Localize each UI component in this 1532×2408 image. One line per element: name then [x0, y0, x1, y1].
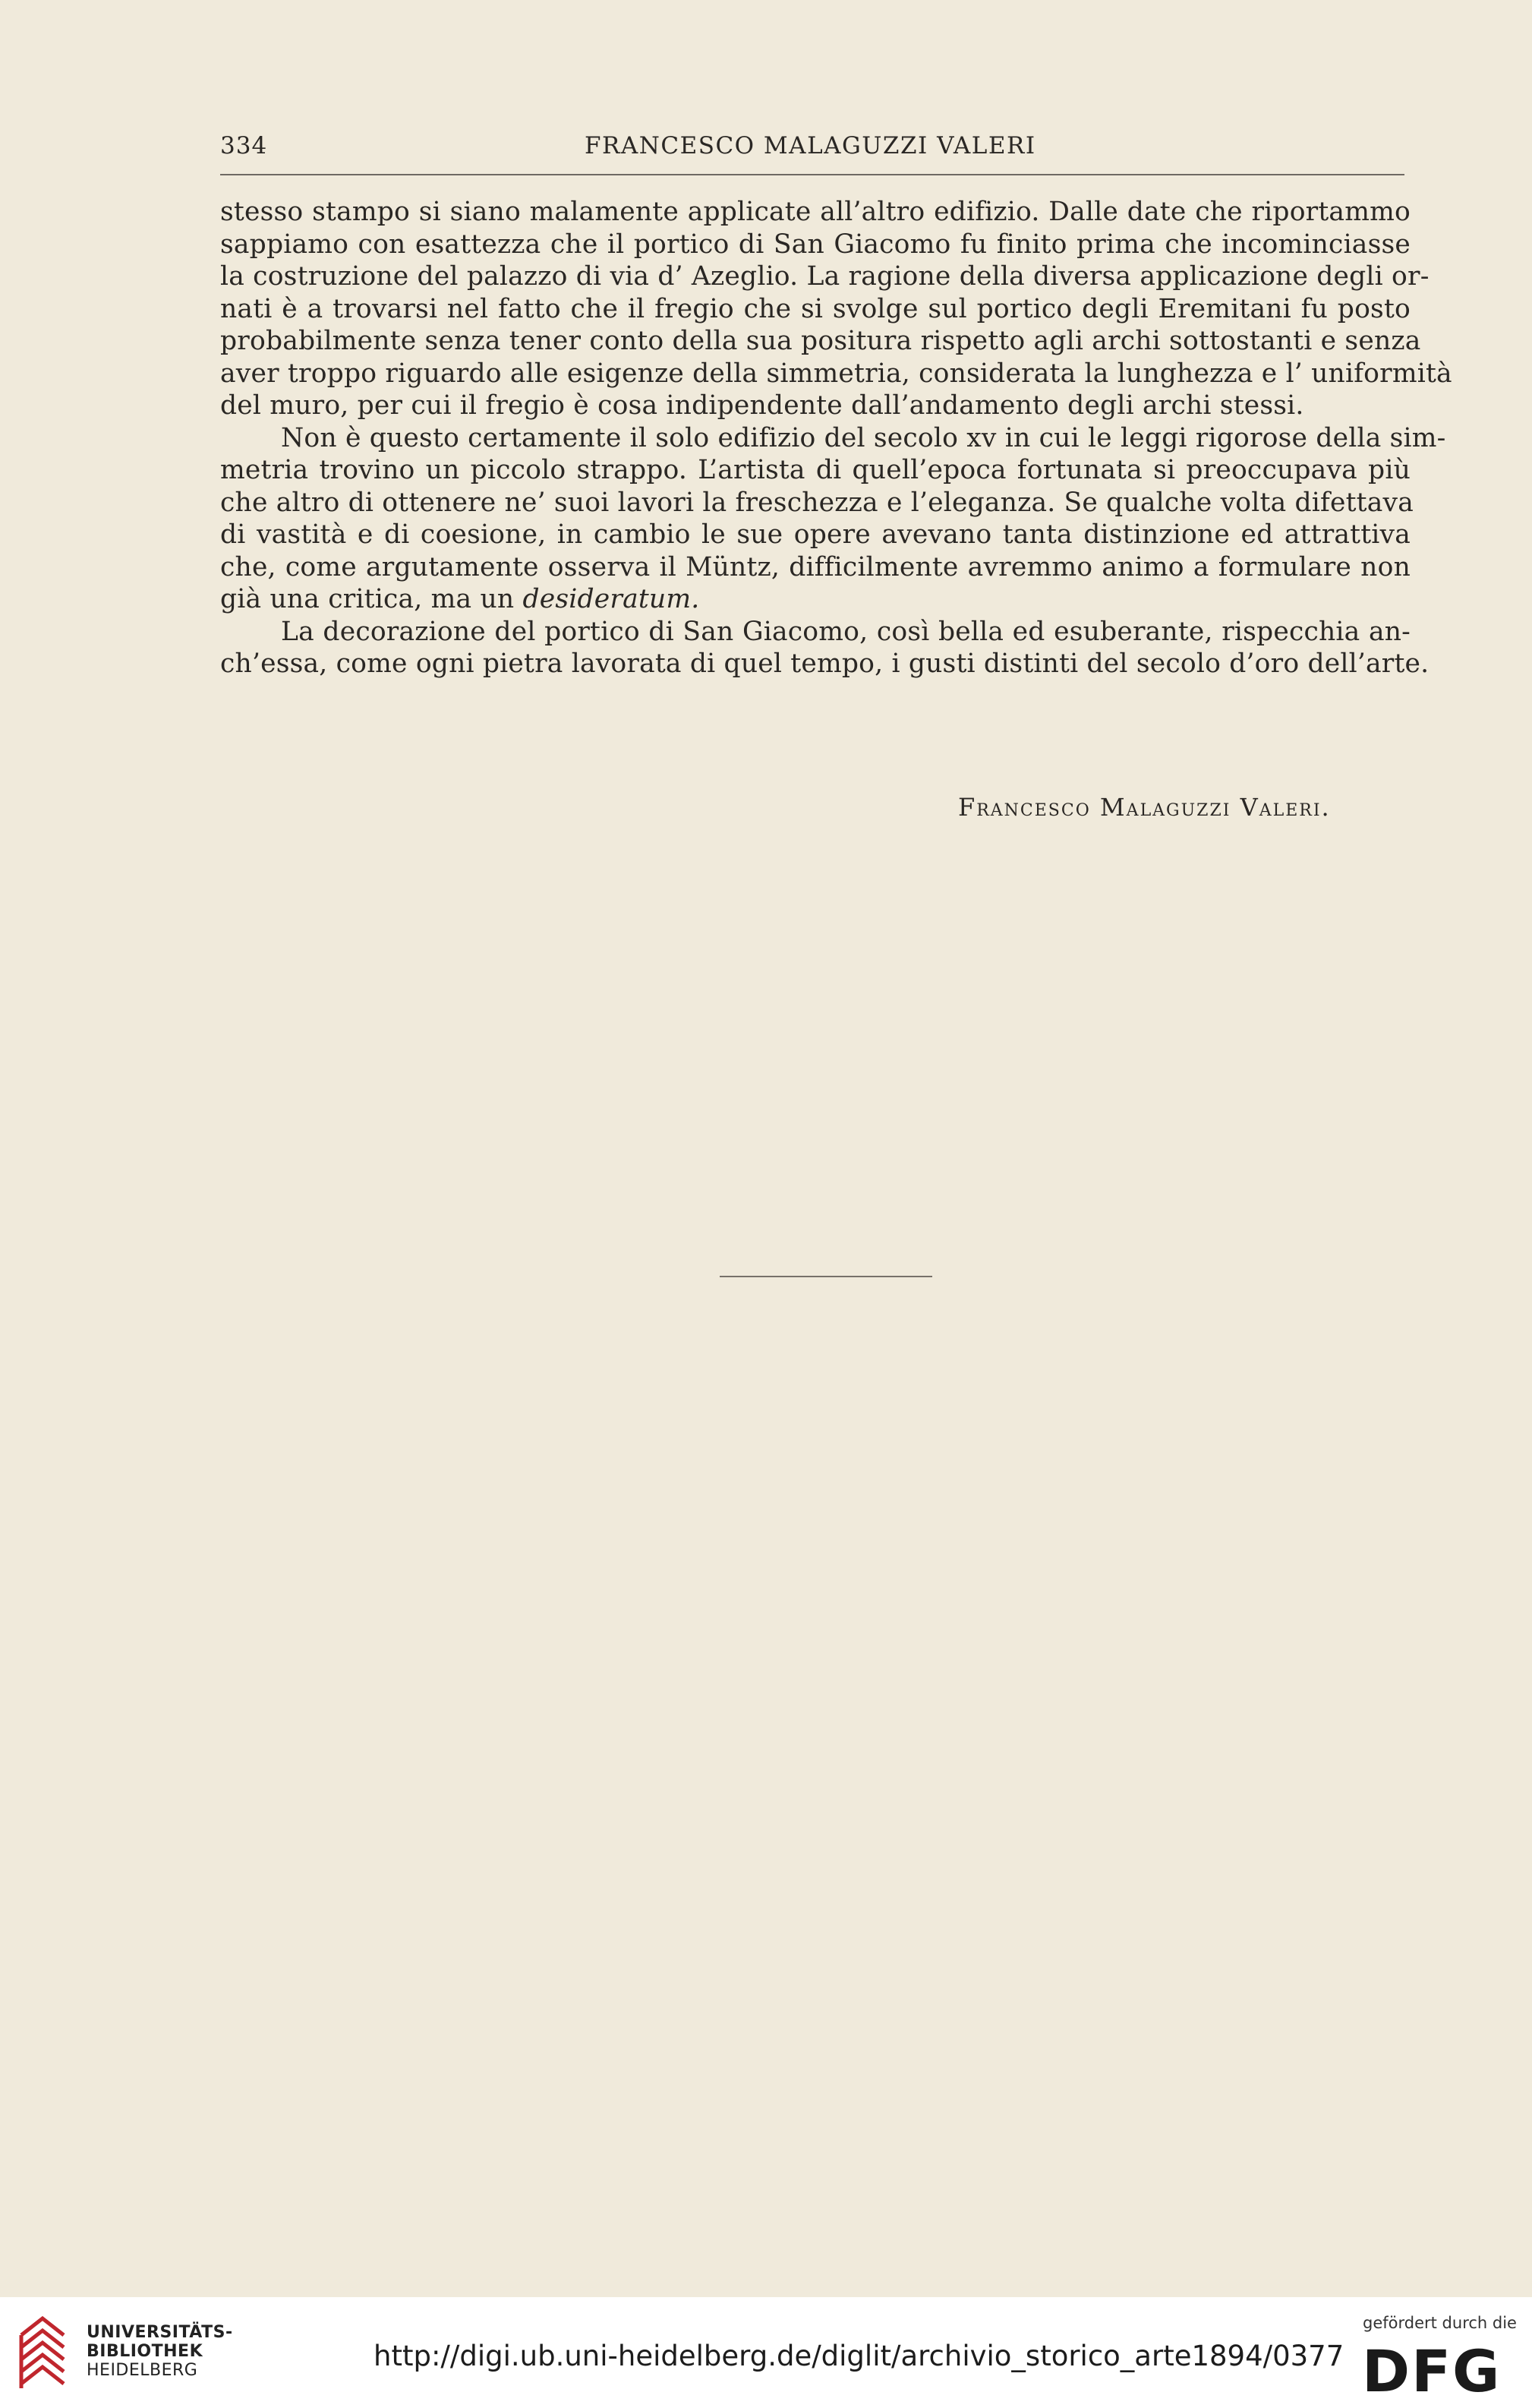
text-line: che altro di ottenere ne’ suoi lavori la freschezza e l’eleganza. Se qualche volta difettava [220, 487, 1414, 518]
text-line: stesso stampo si siano malamente applicate all’altro edifizio. Dalle date che riportammo [220, 197, 1411, 227]
text-fragment: già una critica, ma un [220, 584, 515, 614]
paragraph-3 [220, 616, 1430, 680]
author-signature: Francesco Malaguzzi Valeri. [958, 793, 1331, 822]
text-line: Non è questo certamente il solo edifizio del secolo xv in cui le leggi rigorose della sim- [281, 422, 1446, 453]
text-line: aver troppo riguardo alle esigenze della simmetria, considerata la lunghezza e l’ uniformità [220, 358, 1452, 389]
running-head: FRANCESCO MALAGUZZI VALERI [585, 132, 1036, 159]
university-library-logo-icon [17, 2314, 70, 2393]
text-line: probabilmente senza tener conto della sua positura rispetto agli archi sottostanti e senza [220, 326, 1421, 356]
institution-line: UNIVERSITÄTS- [87, 2323, 233, 2342]
italic-term: desideratum. [522, 584, 700, 614]
page-number: 334 [220, 132, 268, 159]
footer-bar [0, 2297, 1532, 2408]
text-line: di vastità e di coesione, in cambio le sue opere avevano tanta distinzione ed attrattiva [220, 519, 1411, 550]
page-header [220, 131, 1404, 176]
header-rule [220, 174, 1404, 175]
paragraph-1 [220, 196, 1452, 422]
institution-line: BIBLIOTHEK [87, 2342, 203, 2361]
text-line: nati è a trovarsi nel fatto che il fregio che si svolge sul portico degli Eremitani fu posto [220, 293, 1411, 324]
text-line: metria trovino un piccolo strappo. L’artista di quell’epoca fortunata si preoccupava più [220, 455, 1411, 485]
institution-line: HEIDELBERG [87, 2361, 198, 2380]
permalink-url[interactable]: http://digi.ub.uni-heidelberg.de/diglit/archivio_storico_arte1894/0377 [374, 2340, 1344, 2372]
paragraph-2 [220, 422, 1446, 616]
body-text [220, 196, 1452, 680]
text-line: sappiamo con esattezza che il portico di San Giacomo fu finito prima che incominciasse [220, 229, 1411, 260]
funding-caption: gefördert durch die [1363, 2314, 1517, 2332]
text-line [220, 583, 1411, 616]
text-line: La decorazione del portico di San Giacomo, così bella ed esuberante, rispecchia an- [281, 616, 1411, 647]
text-line: ch’essa, come ogni pietra lavorata di quel tempo, i gusti distinti del secolo d’oro dell’arte. [220, 649, 1430, 679]
text-line: la costruzione del palazzo di via d’ Azeglio. La ragione della diversa applicazione degli or- [220, 261, 1430, 292]
section-divider [720, 1276, 932, 1277]
dfg-logo: DFG [1362, 2337, 1502, 2405]
text-line: che, come argutamente osserva il Müntz, difficilmente avremmo animo a formulare non [220, 551, 1411, 582]
university-library-name [87, 2323, 233, 2380]
text-line: del muro, per cui il fregio è cosa indipendente dall’andamento degli archi stessi. [220, 390, 1304, 421]
